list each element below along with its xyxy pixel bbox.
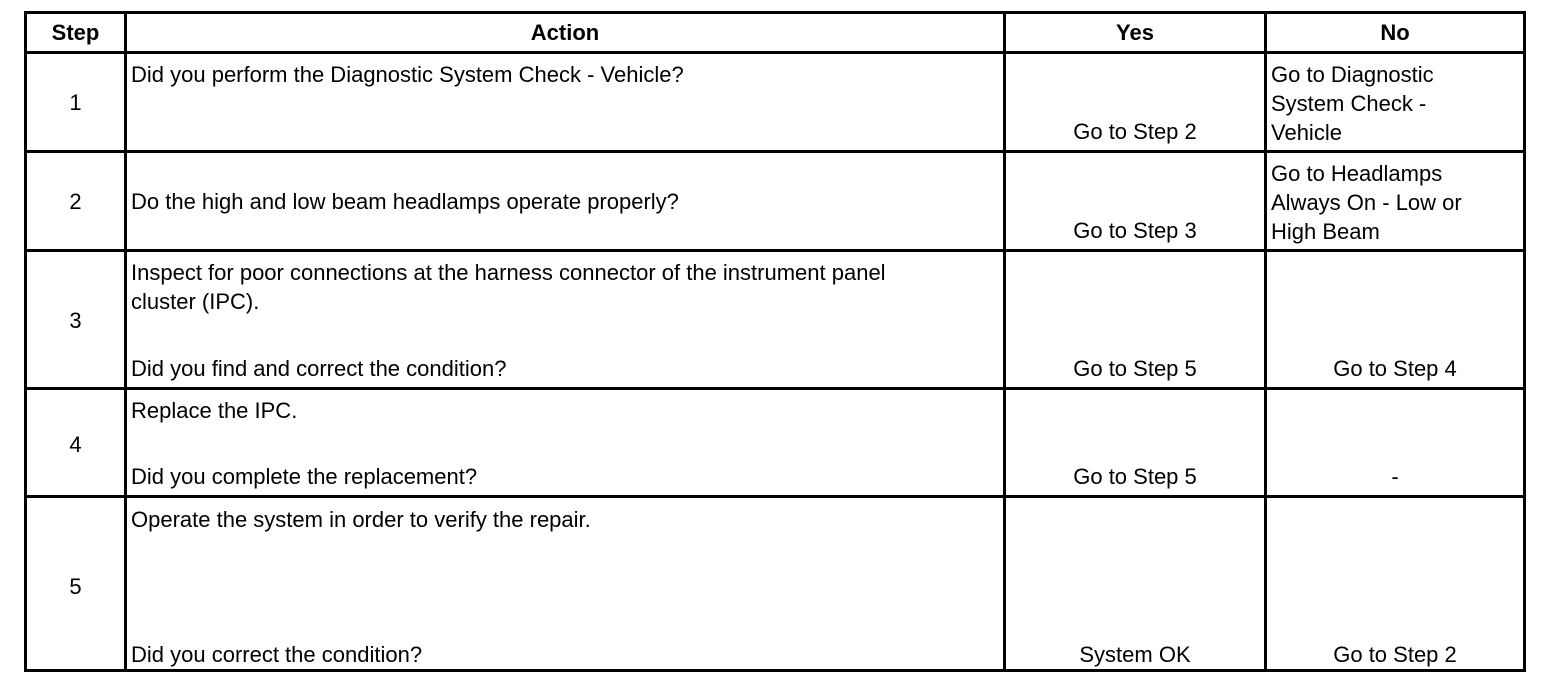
action-text: Do the high and low beam headlamps operate properly? (131, 189, 679, 214)
row-divider (27, 495, 1523, 498)
row-divider (27, 150, 1523, 153)
no-link-line: System Check - (1271, 91, 1427, 116)
row-divider (27, 249, 1523, 252)
action-text: Did you perform the Diagnostic System Check - Vehicle? (131, 62, 684, 87)
no-link-line: High Beam (1271, 219, 1380, 244)
no-link-line: Go to Diagnostic (1271, 62, 1434, 87)
step-number: 3 (69, 308, 82, 333)
no-link[interactable]: Go to Step 4 (1333, 356, 1457, 381)
yes-link[interactable]: Go to Step 5 (1073, 464, 1197, 489)
row-divider (27, 387, 1523, 390)
step-number: 5 (69, 574, 82, 599)
step-number: 2 (69, 189, 82, 214)
header-yes: Yes (1116, 20, 1154, 45)
row-divider (27, 51, 1523, 54)
yes-link[interactable]: Go to Step 5 (1073, 356, 1197, 381)
yes-link[interactable]: Go to Step 3 (1073, 218, 1197, 243)
action-question: Did you correct the condition? (131, 642, 423, 667)
action-text-line: cluster (IPC). (131, 289, 260, 314)
header-action: Action (530, 20, 600, 45)
column-divider (1264, 14, 1267, 669)
no-link[interactable]: Go to Step 2 (1333, 642, 1457, 667)
yes-link[interactable]: Go to Step 2 (1073, 119, 1197, 144)
yes-link[interactable]: System OK (1079, 642, 1191, 667)
action-text: Replace the IPC. (131, 398, 298, 423)
diagnostic-table (24, 11, 1526, 672)
no-link-line: Go to Headlamps (1271, 161, 1443, 186)
step-number: 4 (69, 432, 82, 457)
action-text (131, 258, 886, 316)
step-number: 1 (69, 90, 82, 115)
action-question: Did you find and correct the condition? (131, 356, 507, 381)
no-link[interactable] (1271, 60, 1434, 147)
action-text: Operate the system in order to verify the repair. (131, 507, 591, 532)
header-step: Step (51, 20, 100, 45)
no-link-line: Always On - Low or (1271, 190, 1462, 215)
no-value: - (1391, 464, 1399, 489)
column-divider (1003, 14, 1006, 669)
header-no: No (1380, 20, 1410, 45)
no-link[interactable] (1271, 159, 1462, 246)
action-question: Did you complete the replacement? (131, 464, 478, 489)
no-link-line: Vehicle (1271, 120, 1342, 145)
column-divider (124, 14, 127, 669)
action-text-line: Inspect for poor connections at the harness connector of the instrument panel (131, 260, 886, 285)
